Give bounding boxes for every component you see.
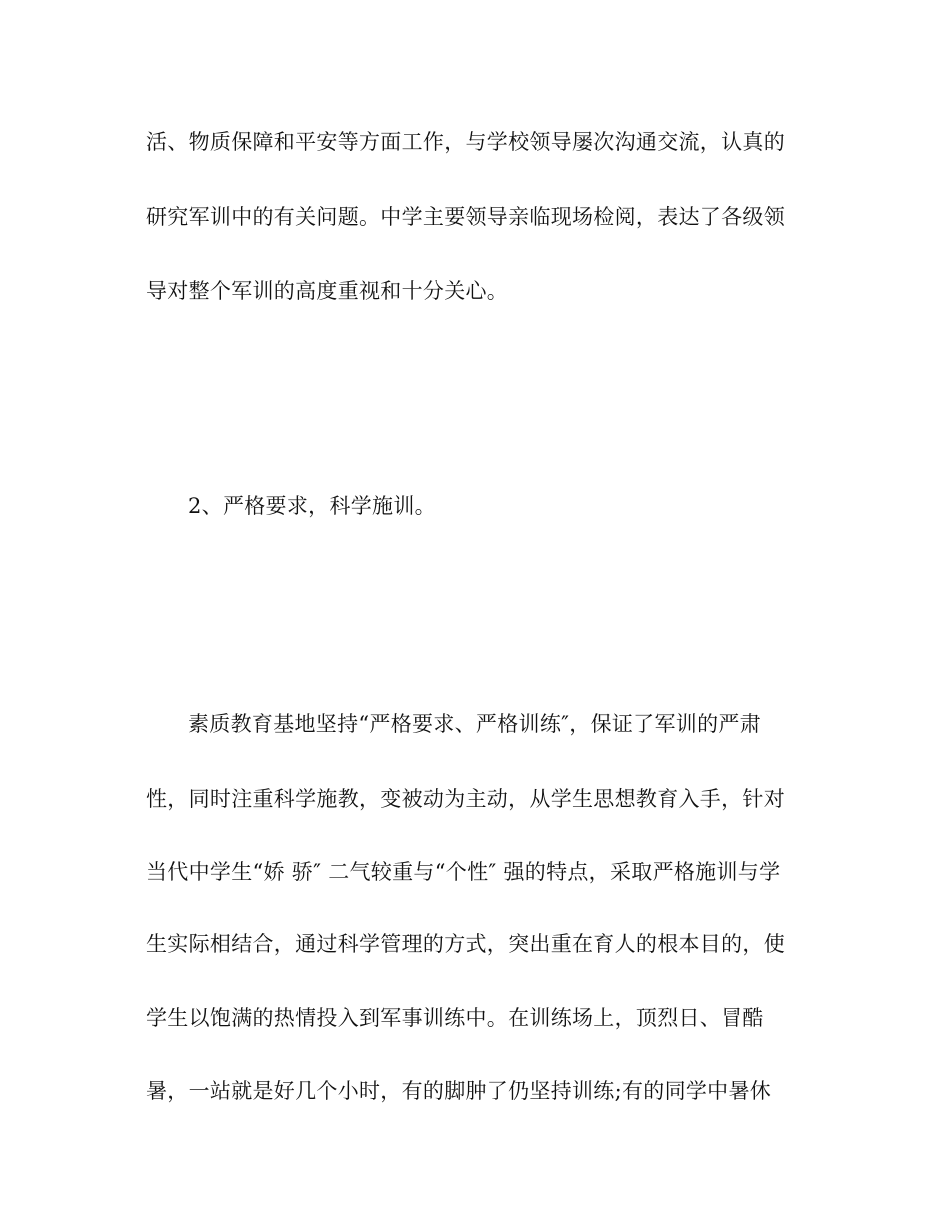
paragraph-line: 活、物质保障和平安等方面工作，与学校领导屡次沟通交流，认真的 xyxy=(146,130,785,154)
paragraph-line: 当代中学生“娇 骄″ 二气较重与“个性″ 强的特点，采取严格施训与学 xyxy=(146,860,781,884)
section-heading: 2、严格要求，科学施训。 xyxy=(188,494,436,518)
paragraph-line: 导对整个军训的高度重视和十分关心。 xyxy=(146,279,509,303)
paragraph-line: 生实际相结合，通过科学管理的方式，突出重在育人的根本目的，使 xyxy=(146,932,785,956)
paragraph-line: 暑，一站就是好几个小时，有的脚肿了仍坚持训练;有的同学中暑休 xyxy=(146,1079,772,1103)
paragraph-line: 研究军训中的有关问题。中学主要领导亲临现场检阅，表达了各级领 xyxy=(146,205,785,229)
paragraph-line: 素质教育基地坚持“严格要求、严格训练″，保证了军训的严肃 xyxy=(188,712,761,736)
paragraph-line: 性，同时注重科学施教，变被动为主动，从学生思想教育入手，针对 xyxy=(146,787,785,811)
paragraph-line: 学生以饱满的热情投入到军事训练中。在训练场上，顶烈日、冒酷 xyxy=(146,1006,764,1030)
